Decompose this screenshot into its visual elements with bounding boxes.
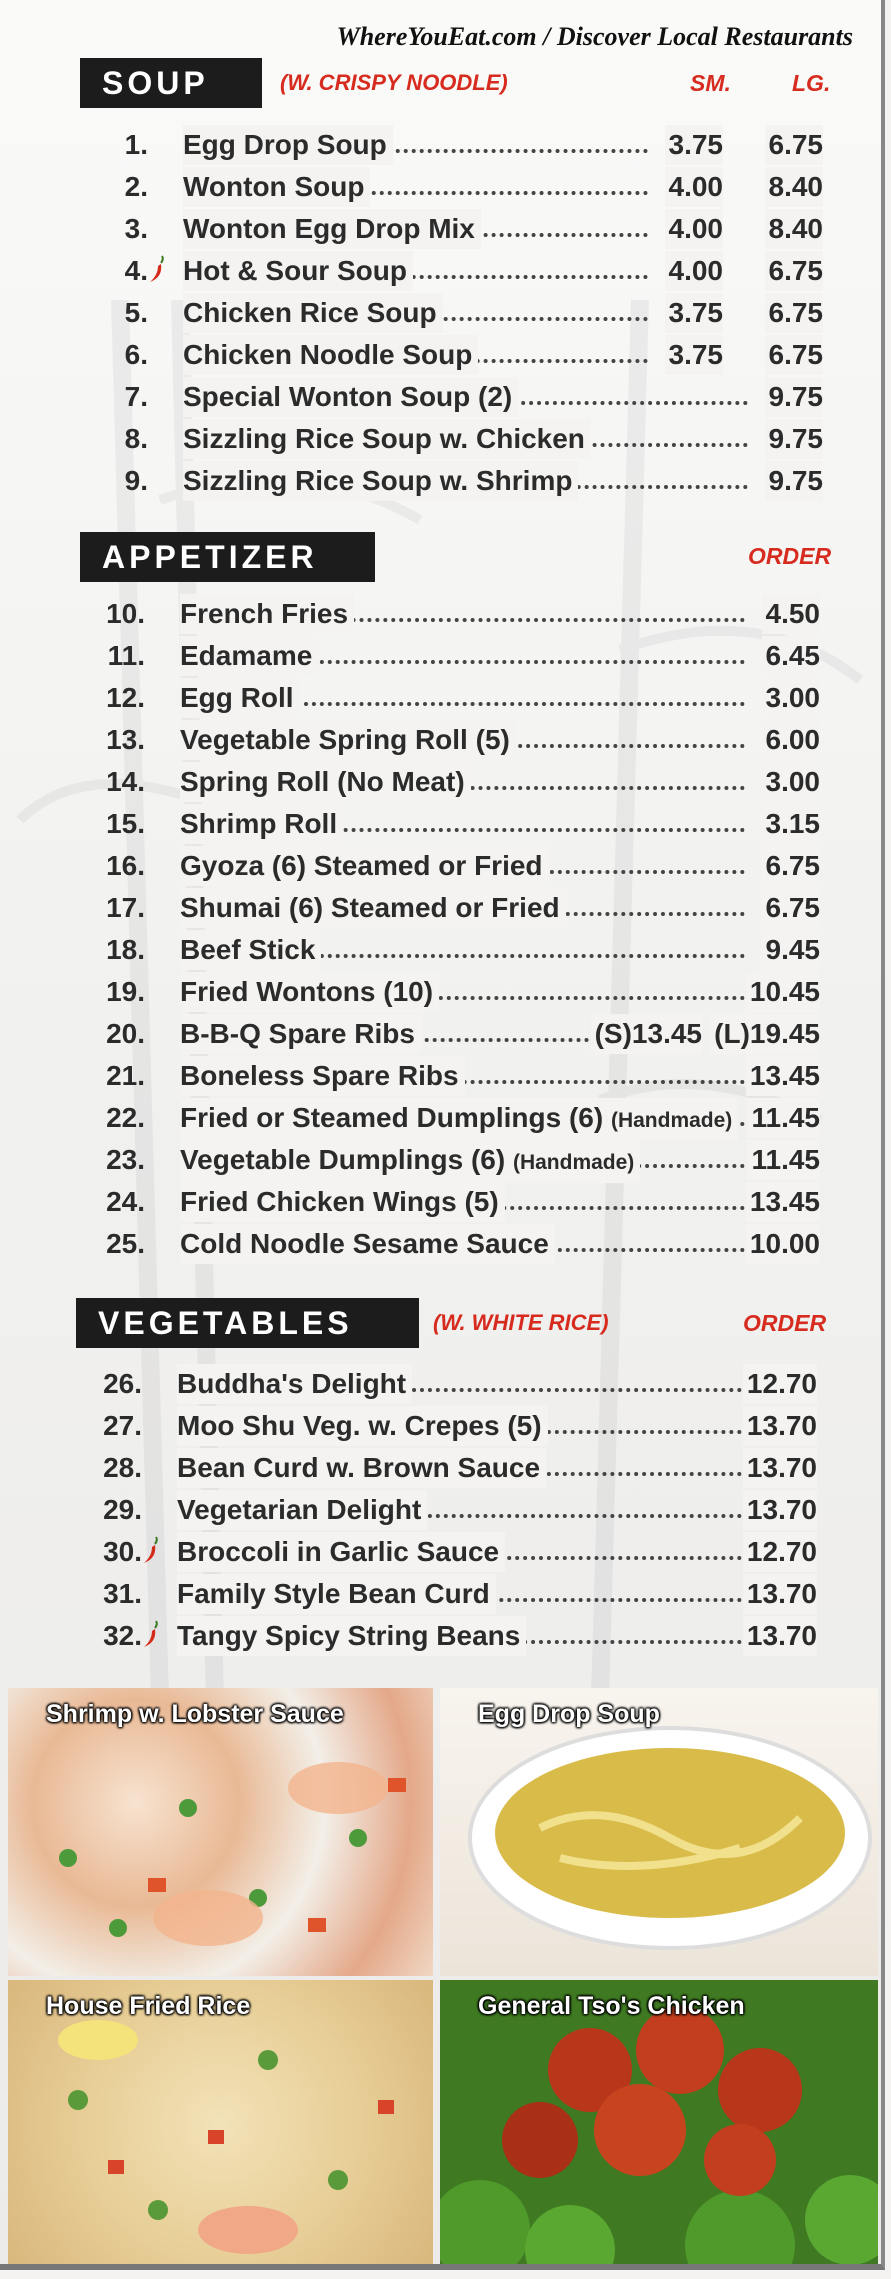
menu-item-row [85,678,820,718]
menu-item-row [85,594,820,634]
item-name: Edamame [180,636,318,676]
item-number: 3. [124,213,148,244]
item-number: 8. [124,423,148,454]
menu-item-row [82,1364,817,1404]
price-large: 6.75 [765,125,824,165]
menu-item-row [85,1056,820,1096]
item-number: 22. [106,1102,145,1133]
item-name: Beef Stick [180,930,321,970]
price: 6.75 [762,846,821,886]
photo-general-tsos-chicken [440,1980,878,2268]
soup-note: (W. CRISPY NOODLE) [280,70,508,95]
item-number: 29. [103,1494,142,1525]
item-name: Shumai (6) Steamed or Fried [180,888,566,928]
menu-item-row [85,1140,820,1180]
soup-bowl-illustration [440,1688,878,1976]
item-name: Gyoza (6) Steamed or Fried [180,846,549,886]
item-name: Tangy Spicy String Beans [177,1616,526,1656]
menu-item-row [88,461,823,501]
item-name: Chicken Rice Soup [183,293,443,333]
price: 13.70 [743,1574,817,1614]
price: 13.70 [743,1490,817,1530]
item-number: 15. [106,808,145,839]
price-large: 8.40 [765,209,824,249]
price: 10.45 [746,972,820,1012]
price: 6.00 [762,720,821,760]
menu-item-row [85,972,820,1012]
menu-item-row [82,1406,817,1446]
item-number: 6. [124,339,148,370]
item-number: 17. [106,892,145,923]
price: 13.45 [746,1182,820,1222]
item-name: Family Style Bean Curd [177,1574,496,1614]
item-tag: (Handmade) [512,1151,635,1174]
item-name: Wonton Soup [183,167,370,207]
item-number: 10. [106,598,145,629]
price: 6.75 [762,888,821,928]
item-name: Boneless Spare Ribs [180,1056,465,1096]
item-name: Hot & Sour Soup [183,251,413,291]
fried-rice-illustration [8,1980,433,2268]
menu-item-row [85,888,820,928]
menu-item-row [88,377,823,417]
menu-item-row [88,125,823,165]
menu-item-row [88,167,823,207]
shrimp-dish-illustration [8,1688,433,1976]
item-number: 32. [103,1620,142,1651]
item-number: 28. [103,1452,142,1483]
photo-house-fried-rice [8,1980,433,2268]
item-name: French Fries [180,594,354,634]
menu-item-row [85,930,820,970]
soup-col-small: SM. [690,70,731,96]
menu-item-row [85,804,820,844]
price: 3.15 [762,804,821,844]
menu-item-row [82,1574,817,1614]
menu-item-row [85,1182,820,1222]
spicy-pepper-icon [146,251,166,291]
soup-col-large: LG. [792,70,831,96]
price: 10.00 [746,1224,820,1264]
item-number: 21. [106,1060,145,1091]
price: 12.70 [743,1364,817,1404]
price: 3.00 [762,678,821,718]
price-large: 8.40 [765,167,824,207]
item-name: Moo Shu Veg. w. Crepes (5) [177,1406,548,1446]
item-number: 2. [124,171,148,202]
item-number: 30. [103,1536,142,1567]
general-tso-illustration [440,1980,878,2268]
item-number: 1. [124,129,148,160]
price-large: 6.75 [765,251,824,291]
photo-egg-drop-soup [440,1688,878,1976]
item-number: 11. [107,640,145,671]
spicy-pepper-icon [140,1616,160,1656]
price: 9.75 [765,419,824,459]
menu-item-row [85,1098,820,1138]
watermark-text: WhereYouEat.com / Discover Local Restaurants [336,22,853,51]
photo-shrimp-lobster-sauce [8,1688,433,1976]
price: 9.45 [762,930,821,970]
menu-item-row [85,762,820,802]
vegetables-note: (W. WHITE RICE) [433,1310,609,1335]
item-name: Broccoli in Garlic Sauce [177,1532,505,1572]
menu-item-row [88,419,823,459]
item-name: Cold Noodle Sesame Sauce [180,1224,555,1264]
menu-item-row [82,1616,817,1656]
item-number: 26. [103,1368,142,1399]
item-number: 4. [124,255,148,286]
menu-item-row [88,293,823,333]
item-number: 31. [103,1578,142,1609]
vegetables-col-order: ORDER [743,1310,827,1336]
price: 13.70 [743,1448,817,1488]
menu-item-row [82,1532,817,1572]
item-name: Fried Wontons (10) [180,972,439,1012]
price-large: (L)19.45 [710,1014,820,1054]
item-name: Egg Roll [180,678,300,718]
item-number: 18. [106,934,145,965]
item-name: Sizzling Rice Soup w. Shrimp [183,461,578,501]
item-number: 27. [103,1410,142,1441]
price: 9.75 [765,461,824,501]
price-large: 6.75 [765,293,824,333]
item-number: 13. [106,724,145,755]
menu-item-row [82,1448,817,1488]
price: 9.75 [765,377,824,417]
item-name: Chicken Noodle Soup [183,335,478,375]
item-name: B-B-Q Spare Ribs [180,1014,421,1054]
appetizer-col-order: ORDER [748,543,832,569]
item-name: Fried Chicken Wings (5) [180,1182,505,1222]
menu-item-row [85,1014,820,1054]
item-number: 25. [106,1228,145,1259]
price-small: 4.00 [665,251,724,291]
item-name: Vegetarian Delight [177,1490,427,1530]
price: 13.45 [746,1056,820,1096]
food-photo-grid [8,1688,878,2268]
price-large: 6.75 [765,335,824,375]
item-name: Bean Curd w. Brown Sauce [177,1448,546,1488]
menu-item-row [85,636,820,676]
item-number: 14. [106,766,145,797]
item-number: 12. [106,682,145,713]
item-number: 7. [124,381,148,412]
price: 6.45 [762,636,821,676]
price: 4.50 [762,594,821,634]
item-name: Wonton Egg Drop Mix [183,209,481,249]
price-small: 3.75 [665,293,724,333]
menu-item-row [88,209,823,249]
menu-item-row [85,720,820,760]
price-small: (S)13.45 [591,1014,702,1054]
item-number: 5. [124,297,148,328]
price-small: 3.75 [665,335,724,375]
photo-caption: General Tso's Chicken [478,1992,745,2020]
price: 11.45 [747,1098,820,1138]
photo-caption: Egg Drop Soup [478,1700,660,1728]
item-name: Vegetable Spring Roll (5) [180,720,516,760]
price-small: 4.00 [665,209,724,249]
price: 13.70 [743,1616,817,1656]
item-name: Spring Roll (No Meat) [180,762,471,802]
price-small: 3.75 [665,125,724,165]
item-number: 24. [106,1186,145,1217]
item-name: Egg Drop Soup [183,125,393,165]
spicy-pepper-icon [140,1532,160,1572]
price: 3.00 [762,762,821,802]
menu-item-row [85,1224,820,1264]
menu-item-row [88,335,823,375]
vegetables-header: VEGETABLES [76,1298,419,1348]
menu-item-row [85,846,820,886]
appetizer-header: APPETIZER [80,532,375,582]
item-name: Fried or Steamed Dumplings (6) (Handmade) [180,1098,738,1141]
soup-header: SOUP [80,58,262,108]
item-name: Sizzling Rice Soup w. Chicken [183,419,591,459]
item-name: Buddha's Delight [177,1364,412,1404]
item-tag: (Handmade) [610,1109,733,1132]
item-name: Special Wonton Soup (2) [183,377,518,417]
photo-caption: Shrimp w. Lobster Sauce [46,1700,344,1728]
price: 11.45 [747,1140,820,1180]
item-number: 23. [106,1144,145,1175]
price-small: 4.00 [665,167,724,207]
item-number: 9. [124,465,148,496]
price: 12.70 [743,1532,817,1572]
photo-caption: House Fried Rice [46,1992,251,2020]
menu-item-row [88,251,823,291]
item-name: Shrimp Roll [180,804,343,844]
menu-item-row [82,1490,817,1530]
item-name: Vegetable Dumplings (6) (Handmade) [180,1140,640,1183]
price: 13.70 [743,1406,817,1446]
item-number: 20. [106,1018,145,1049]
item-number: 19. [106,976,145,1007]
item-number: 16. [106,850,145,881]
